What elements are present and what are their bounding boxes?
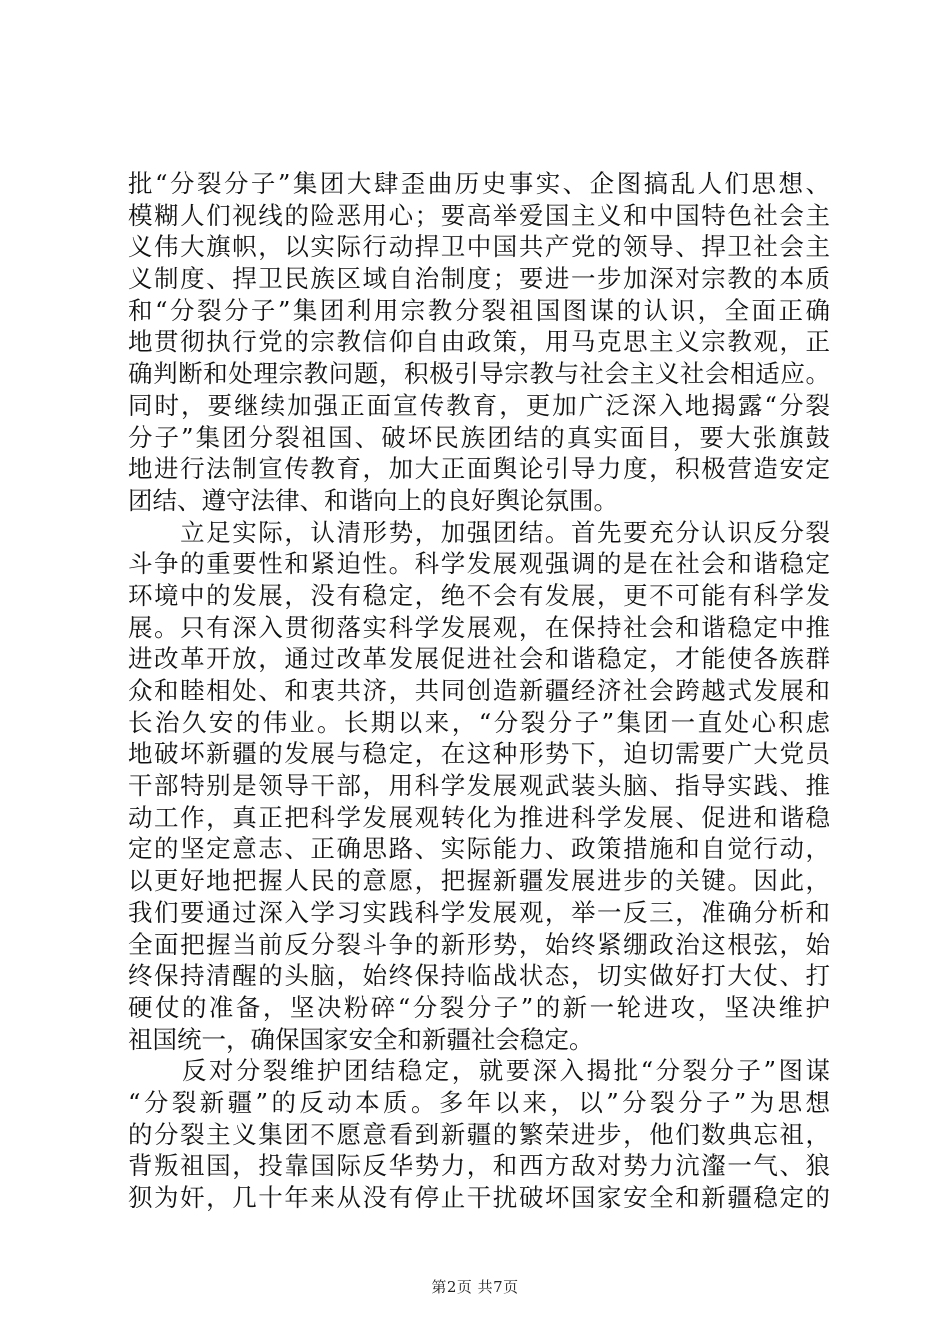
text-line: 展。只有深入贯彻落实科学发展观，在保持社会和谐稳定中推 — [128, 612, 830, 642]
text-line: 反对分裂维护团结稳定，就要深入揭批“分裂分子”图谋 — [128, 1056, 830, 1086]
text-line: 长治久安的伟业。长期以来，“分裂分子”集团一直处心积虑 — [128, 707, 830, 737]
text-line: 模糊人们视线的险恶用心；要高举爱国主义和中国特色社会主 — [128, 200, 830, 230]
text-line: 祖国统一，确保国家安全和新疆社会稳定。 — [128, 1024, 594, 1054]
text-line: 全面把握当前反分裂斗争的新形势，始终紧绷政治这根弦，始 — [128, 929, 830, 959]
page-footer: 第2页 共7页 — [431, 1278, 519, 1296]
text-line: 背叛祖国，投靠国际反华势力，和西方敌对势力沆瀣一气、狼 — [128, 1151, 830, 1181]
text-line: 终保持清醒的头脑，始终保持临战状态，切实做好打大仗、打 — [128, 961, 830, 991]
text-line: 地进行法制宣传教育，加大正面舆论引导力度，积极营造安定 — [128, 454, 830, 484]
text-line: 定的坚定意志、正确思路、实际能力、政策措施和自觉行动， — [128, 834, 830, 864]
text-line: 立足实际，认清形势，加强团结。首先要充分认识反分裂 — [128, 517, 830, 547]
text-line: 我们要通过深入学习实践科学发展观，举一反三，准确分析和 — [128, 897, 830, 927]
text-line: 批“分裂分子”集团大肆歪曲历史事实、企图搞乱人们思想、 — [128, 169, 830, 198]
text-line: 众和睦相处、和衷共济，共同创造新疆经济社会跨越式发展和 — [128, 676, 830, 705]
text-line: “分裂新疆”的反动本质。多年以来，以”分裂分子”为思想 — [128, 1087, 830, 1117]
text-line: 狈为奸，几十年来从没有停止干扰破坏国家安全和新疆稳定的 — [128, 1183, 830, 1212]
body-text — [128, 168, 830, 1214]
text-line: 同时，要继续加强正面宣传教育，更加广泛深入地揭露“分裂 — [128, 390, 830, 420]
text-line: 进改革开放，通过改革发展促进社会和谐稳定，才能使各族群 — [128, 644, 830, 674]
text-line: 环境中的发展，没有稳定，绝不会有发展，更不可能有科学发 — [128, 580, 830, 610]
text-line: 干部特别是领导干部，用科学发展观武装头脑、指导实践、推 — [128, 771, 830, 801]
text-line: 地贯彻执行党的宗教信仰自由政策，用马克思主义宗教观，正 — [128, 327, 830, 357]
text-line: 以更好地把握人民的意愿，把握新疆发展进步的关键。因此， — [128, 866, 830, 896]
text-line: 确判断和处理宗教问题，积极引导宗教与社会主义社会相适应。 — [128, 359, 830, 389]
text-line: 硬仗的准备，坚决粉碎“分裂分子”的新一轮进攻，坚决维护 — [128, 992, 830, 1022]
text-line: 的分裂主义集团不愿意看到新疆的繁荣进步，他们数典忘祖， — [128, 1119, 830, 1149]
text-line: 斗争的重要性和紧迫性。科学发展观强调的是在社会和谐稳定 — [128, 549, 830, 579]
text-line: 地破坏新疆的发展与稳定，在这种形势下，迫切需要广大党员 — [128, 739, 830, 769]
text-line: 和“分裂分子”集团利用宗教分裂祖国图谋的认识，全面正确 — [128, 295, 830, 325]
text-line: 动工作，真正把科学发展观转化为推进科学发展、促进和谐稳 — [128, 802, 830, 832]
text-line: 义制度、捍卫民族区域自治制度；要进一步加深对宗教的本质 — [128, 264, 830, 294]
text-line: 分子”集团分裂祖国、破坏民族团结的真实面目，要大张旗鼓 — [128, 422, 830, 452]
text-line: 团结、遵守法律、和谐向上的良好舆论氛围。 — [128, 485, 618, 515]
text-line: 义伟大旗帜，以实际行动捍卫中国共产党的领导、捍卫社会主 — [128, 232, 830, 262]
